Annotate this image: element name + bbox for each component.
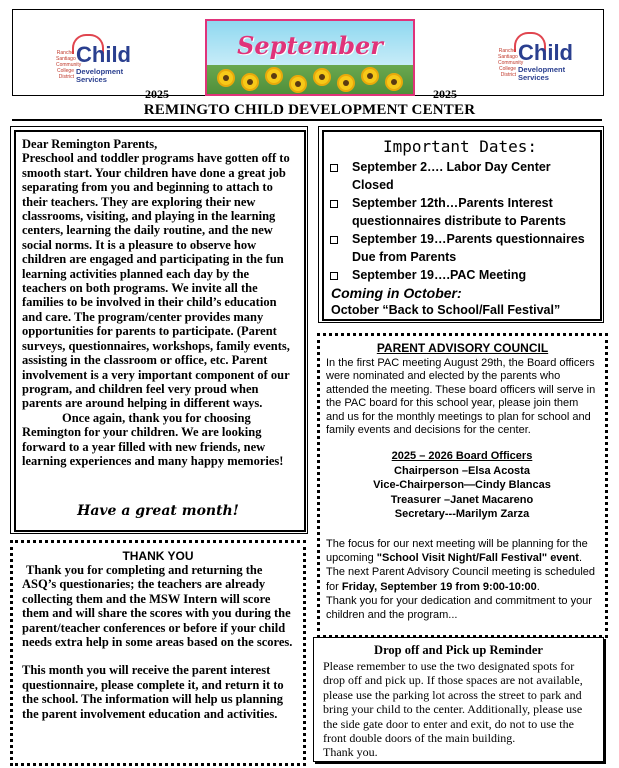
list-item: September 12th…Parents Interest questionnaires distribute to Parents	[330, 194, 594, 230]
month-banner	[205, 19, 415, 96]
logo-small-text: Rancho Santiago Community College District	[498, 48, 524, 78]
coming-title: Coming in October:	[331, 285, 462, 301]
pac-intro: In the first PAC meeting August 29th, the Board officers were nominated and elected by the parents who attended the meeting. These board officers will serve in the PAC board for this school year, please join them and us for the monthly meetings to plan for school and family events and decisions for the center.	[326, 357, 596, 437]
officer-item: Chairperson –Elsa Acosta	[394, 464, 530, 477]
header-divider	[12, 119, 602, 121]
district-logo-right	[498, 40, 573, 90]
letter-greeting: Dear Remington Parents,	[22, 137, 158, 151]
district-logo-left	[56, 42, 131, 92]
board-officers	[326, 449, 598, 522]
logo-child-text: Child	[518, 40, 573, 65]
list-item: September 19…Parents questionnaires Due from Parents	[330, 230, 594, 266]
dropoff-title: Drop off and Pick up Reminder	[374, 643, 543, 657]
logo-dev-text: Development Services	[518, 65, 566, 82]
officer-item: Treasurer –Janet Macareno	[390, 493, 534, 506]
sunflower-icon	[265, 67, 283, 85]
checkbox-bullet-icon	[330, 164, 338, 172]
thank-you-paragraph-1: Thank you for completing and returning the ASQ’s questionaries; the teachers are already collecting them and the MSW Intern will score them and will share the scores with you during the parent/teacher conferences or before if your child needs extra help in some areas based on the scores.	[22, 563, 293, 650]
officers-heading: 2025 – 2026 Board Officers	[391, 450, 533, 462]
sunflower-icon	[361, 67, 379, 85]
letter-paragraph-1: Preschool and toddler programs have gotten off to smooth start. Your children have done a great job separating from you and beginning to attach to their teachers. They are exploring their new classrooms, visiting, and playing in the learning centers, learning the daily routine, and the new social norms. It is a pleasure to observe how children are engaged and participating in the fun learning activities planned each day by the teachers on both programs. We invite all the families to be involved in their child’s education and care. The program/center provides many opportunities for parents to participate. (Parent surveys, questionnaires, workshops, family events, assisting in the classroom or office, etc. Parent involvement is a very important component of our program, and children feel very proud when parents are around helping in different ways.	[22, 151, 290, 411]
letter-paragraph-2: Once again, thank you for choosing Remington for your children. We are looking forward to a year filled with new friends, new learning experiences and many happy memories!	[22, 410, 284, 468]
pac-next-meeting: The focus for our next meeting will be planning for the upcoming "School Visit Night/Fall Festival" event. The next Parent Advisory Council meeting is scheduled for Friday, September 19 from 9:00-10:00. Thank you for your dedication and commitment to your children and the program...	[326, 537, 598, 622]
officer-item: Secretary---Marilym Zarza	[394, 508, 530, 520]
sunflower-icon	[385, 73, 403, 91]
logo-dev-text: Development Services	[76, 67, 124, 84]
center-name: REMINGTO CHILD DEVELOPMENT CENTER	[143, 102, 476, 118]
thank-you-body	[22, 563, 298, 721]
list-item: September 19….PAC Meeting	[330, 266, 594, 284]
pac-title: PARENT ADVISORY COUNCIL	[376, 341, 549, 355]
officer-item: Vice-Chairperson—Cindy Blancas	[373, 479, 551, 491]
sunflower-icon	[217, 69, 235, 87]
sunflower-icon	[337, 74, 355, 92]
letter-closing: Have a great month!	[77, 503, 239, 519]
letter-body	[22, 137, 294, 468]
logo-child-text: Child	[76, 42, 131, 67]
list-item: September 2…. Labor Day Center Closed	[330, 158, 594, 194]
dropoff-body: Please remember to use the two designated spots for drop off and pick up. If those spaces are not available, please use the parking lot across the street to park and bring your child to the center. Additionally, please use the side gate door to enter and exit, do not to use the front double doors of the main building. Thank you.	[323, 659, 597, 760]
checkbox-bullet-icon	[330, 236, 338, 244]
thank-you-title: THANK YOU	[122, 549, 194, 563]
sunflower-icon	[241, 73, 259, 91]
thank-you-paragraph-2: This month you will receive the parent interest questionnaire, please complete it, and return it to the school. The information will help us planning the parent involvement education and activities.	[22, 663, 284, 721]
year-left: 2025	[145, 87, 169, 101]
checkbox-bullet-icon	[330, 272, 338, 280]
important-dates-list	[330, 158, 594, 284]
year-right: 2025	[433, 87, 457, 101]
logo-small-text: Rancho Santiago Community College District	[56, 50, 82, 80]
pac-thanks: Thank you for your dedication and commitment to your children and the program...	[326, 594, 592, 622]
checkbox-bullet-icon	[330, 200, 338, 208]
important-dates-title: Important Dates:	[382, 137, 538, 156]
dropoff-thanks: Thank you.	[323, 745, 378, 760]
sunflower-icon	[289, 75, 307, 93]
coming-text: October “Back to School/Fall Festival”	[331, 303, 561, 317]
sunflower-icon	[313, 68, 331, 86]
banner-title: September	[237, 31, 383, 60]
